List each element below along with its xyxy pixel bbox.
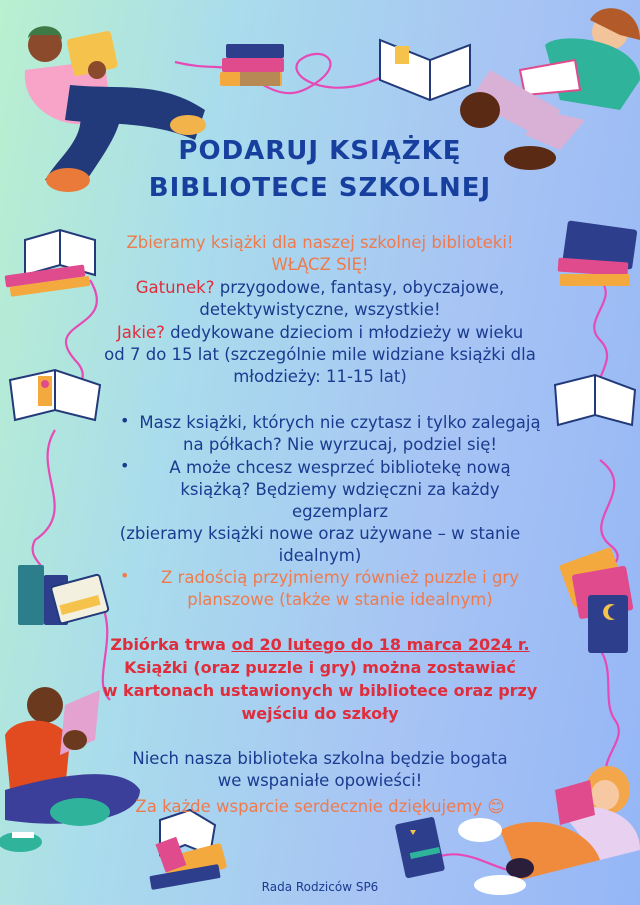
dates-line bbox=[60, 634, 580, 655]
book-stack-icon bbox=[220, 44, 284, 86]
genre-line-2: detektywistyczne, wszystkie! bbox=[199, 300, 441, 319]
intro-callout: WŁĄCZ SIĘ! bbox=[271, 255, 369, 274]
note-line-1: (zbieramy książki nowe oraz używane – w stanie bbox=[119, 524, 521, 543]
bullet-dot: • bbox=[120, 456, 130, 475]
closing-line-2: we wspaniałe opowieści! bbox=[217, 771, 423, 790]
bullet-dot: • bbox=[120, 411, 130, 430]
dates-range: od 20 lutego do 18 marca 2024 r. bbox=[231, 635, 530, 654]
genre-line bbox=[60, 277, 580, 298]
bullet-1-line-1: Masz książki, których nie czytasz i tylko zalegają bbox=[139, 413, 541, 432]
page-title: PODARUJ KSIĄŻKĘ bbox=[178, 136, 462, 166]
bullet-2-line-2: książką? Będziemy wdzięczni za każdy bbox=[180, 480, 500, 499]
bullet-3-line-2: planszowe (także w stanie idealnym) bbox=[187, 590, 493, 609]
open-book-icon bbox=[149, 810, 227, 890]
intro-line: Zbieramy książki dla naszej szkolnej biblioteki! bbox=[126, 233, 514, 252]
genre-text: przygodowe, fantasy, obyczajowe, bbox=[214, 278, 505, 297]
genre-label: Gatunek? bbox=[135, 278, 215, 297]
bullet-3-line-1: Z radością przyjmiemy również puzzle i gry bbox=[161, 568, 519, 587]
bullet-dot: • bbox=[120, 566, 130, 585]
footer-signature: Rada Rodziców SP6 bbox=[261, 880, 379, 894]
bullet-2-line-1: A może chcesz wesprzeć bibliotekę nową bbox=[169, 458, 511, 477]
open-book-icon bbox=[395, 816, 446, 878]
open-book-icon bbox=[380, 40, 470, 100]
which-line-2: od 7 do 15 lat (szczególnie mile widziane książki dla bbox=[104, 345, 536, 364]
note-line-2: idealnym) bbox=[278, 546, 362, 565]
reading-person-icon bbox=[25, 26, 206, 192]
which-line-3: młodzieży: 11-15 lat) bbox=[233, 367, 407, 386]
which-text: dedykowane dzieciom i młodzieży w wieku bbox=[164, 323, 524, 342]
dates-line-2: Książki (oraz puzzle i gry) można zostawiać bbox=[124, 658, 516, 677]
which-label: Jakie? bbox=[116, 323, 165, 342]
thanks-line: Za każde wsparcie serdecznie dziękujemy 😊 bbox=[135, 797, 505, 816]
dates-line-3: w kartonach ustawionych w bibliotece oraz przy bbox=[102, 681, 538, 700]
dates-line-4: wejściu do szkoły bbox=[241, 704, 399, 723]
page-subtitle: BIBLIOTECE SZKOLNEJ bbox=[148, 173, 492, 203]
bullet-1-line-2: na półkach? Nie wyrzucaj, podziel się! bbox=[183, 435, 497, 454]
closing-line-1: Niech nasza biblioteka szkolna będzie bogata bbox=[132, 749, 508, 768]
bullet-2-line-3: egzemplarz bbox=[291, 502, 389, 521]
dates-prefix: Zbiórka trwa bbox=[110, 635, 232, 654]
which-line bbox=[60, 322, 580, 343]
